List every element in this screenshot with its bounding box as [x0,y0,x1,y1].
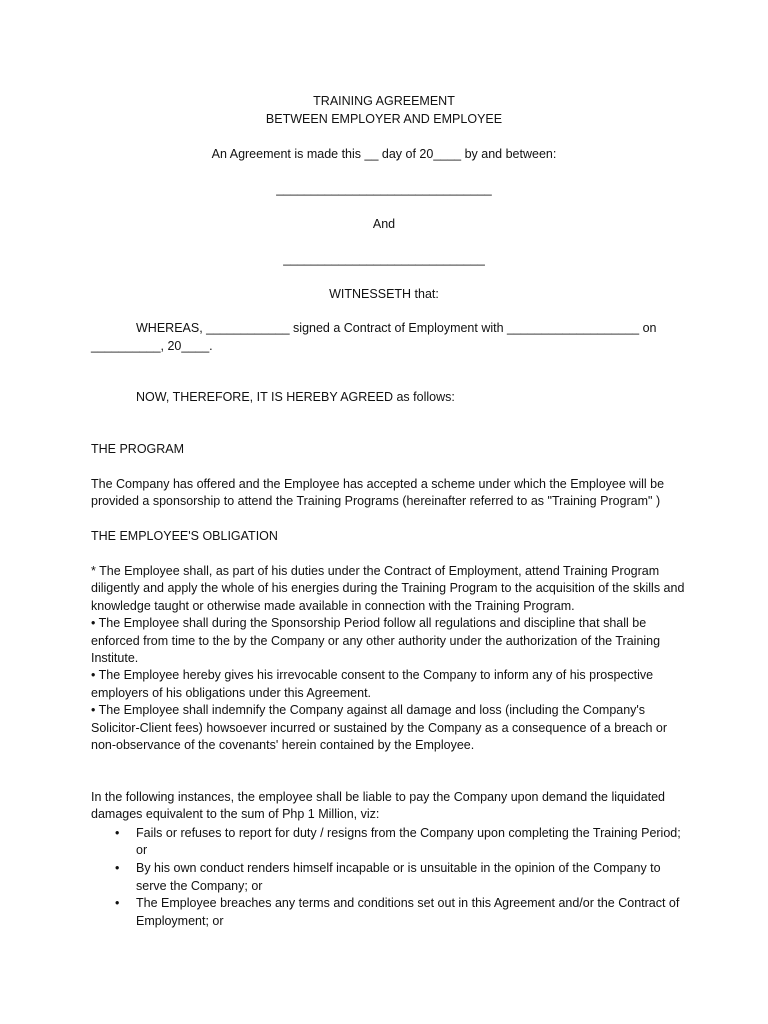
witnesseth-text: WITNESSETH that: [329,287,439,301]
liability-intro: In the following instances, the employee shall be liable to pay the Company upon demand the liquidated damages equivalent to the sum of Php 1 Million, viz: [91,790,665,822]
liability-item-text: Fails or refuses to report for duty / resigns from the Company upon completing the Training Period; or [136,826,681,858]
program-heading: THE PROGRAM [91,442,185,456]
now-therefore-clause: NOW, THEREFORE, IT IS HEREBY AGREED as follows: [136,390,455,404]
party-one-blank: _______________________________ [276,182,492,196]
whereas-line-1: WHEREAS, ____________ signed a Contract of Employment with ___________________ on [136,321,657,335]
bullet-icon: • [115,826,120,840]
list-item [91,860,691,895]
title-line-2: BETWEEN EMPLOYER AND EMPLOYEE [265,112,503,126]
bullet-icon: • [115,861,120,876]
program-body: The Company has offered and the Employee has accepted a scheme under which the Employee will be provided a sponsorship to attend the Training Programs (hereinafter referred to as "Training Program" ) [91,477,665,509]
obligation-item: • The Employee shall during the Sponsorship Period follow all regulations and discipline that shall be enforced from time to the by the Company or any other authority under the authorization of the Training Institute. [91,616,661,666]
party-two-blank: _____________________________ [283,252,485,266]
list-item [91,895,691,930]
obligation-heading: THE EMPLOYEE'S OBLIGATION [91,529,278,543]
title-line-1: TRAINING AGREEMENT [313,94,455,108]
liability-item-text: The Employee breaches any terms and conditions set out in this Agreement and/or the Contract of Employment; or [136,896,680,928]
list-item [91,825,691,860]
and-text: And [372,217,396,231]
whereas-line-2: __________, 20____. [91,339,213,353]
liability-list [91,825,691,931]
agreement-date-line: An Agreement is made this __ day of 20____ by and between: [211,147,557,161]
obligation-item: * The Employee shall, as part of his duties under the Contract of Employment, attend Training Program diligently and apply the whole of his energies during the Training Program to the acquisition of the skills and knowledge taught or otherwise made available in connection with the Training Program. [91,564,685,613]
obligation-item: • The Employee hereby gives his irrevocable consent to the Company to inform any of his prospective employers of his obligations under this Agreement. [91,668,654,700]
program-paragraph [91,476,691,511]
obligation-item: • The Employee shall indemnify the Company against all damage and loss (including the Company's Solicitor-Client fees) howsoever incurred or sustained by the Company as a consequence of a breach or non-observance of the covenants' herein contained by the Employee. [91,703,668,753]
obligation-list [91,563,691,754]
liability-item-text: By his own conduct renders himself incapable or is unsuitable in the opinion of the Company to serve the Company; or [136,861,661,893]
bullet-icon: • [115,896,120,911]
